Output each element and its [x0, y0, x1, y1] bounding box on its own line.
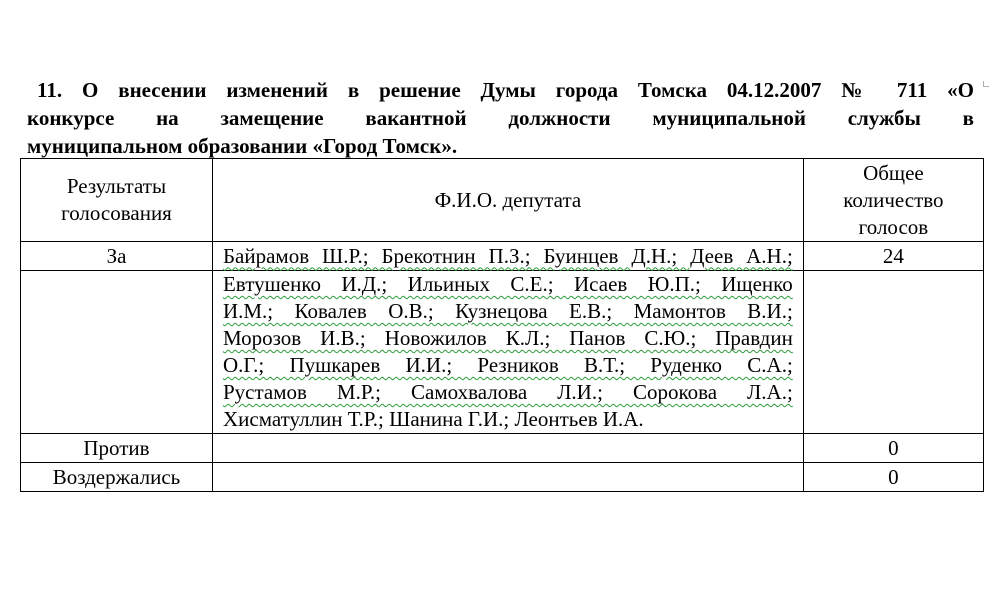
empty-cell	[803, 271, 983, 434]
result-label-against: Против	[21, 434, 213, 463]
agenda-item-number: 11.	[37, 78, 63, 102]
heading-line-1: 11. О внесении изменений в решение Думы города Томска 04.12.2007 № 711 «О	[27, 76, 974, 104]
voting-results-table	[20, 158, 984, 492]
empty-cell	[212, 434, 803, 463]
table-row-for-continued	[21, 271, 984, 434]
table-row-for	[21, 242, 984, 271]
deputies-for-list: Евтушенко И.Д.; Ильиных С.Е.; Исаев Ю.П.; Ищенко И.М.; Ковалев О.В.; Кузнецова Е.В.; Мамонтов В.И.; Морозов И.В.; Новожилов К.Л.; Панов С.Ю.; Правдин О.Г.; Пушкарев И.И.; Резников В.Т.; Руденко С.А.; Рустамов М.Р.; Самохвалова Л.И.; Сорокова Л.А.; Хисматуллин Т.Р.; Шанина Г.И.; Леонтьев И.А.	[212, 271, 803, 434]
agenda-item-heading	[27, 76, 974, 160]
result-label-abstained: Воздержались	[21, 463, 213, 492]
table-row-abstained	[21, 463, 984, 492]
header-deputy-name: Ф.И.О. депутата	[212, 159, 803, 242]
count-for: 24	[803, 242, 983, 271]
header-total-votes: Общее количество голосов	[803, 159, 983, 242]
empty-cell	[212, 463, 803, 492]
text-boundary-mark	[983, 81, 989, 87]
deputies-for-first-line: Байрамов Ш.Р.; Брекотнин П.З.; Буинцев Д.Н.; Деев А.Н.;	[212, 242, 803, 271]
table-header-row	[21, 159, 984, 242]
header-voting-results: Результаты голосования	[21, 159, 213, 242]
heading-line-2: конкурсе на замещение вакантной должности муниципальной службы в	[27, 106, 974, 130]
count-against: 0	[803, 434, 983, 463]
result-label-for: За	[21, 242, 213, 271]
empty-cell	[21, 271, 213, 434]
heading-line-3: муниципальном образовании «Город Томск».	[27, 134, 458, 158]
count-abstained: 0	[803, 463, 983, 492]
table-row-against	[21, 434, 984, 463]
